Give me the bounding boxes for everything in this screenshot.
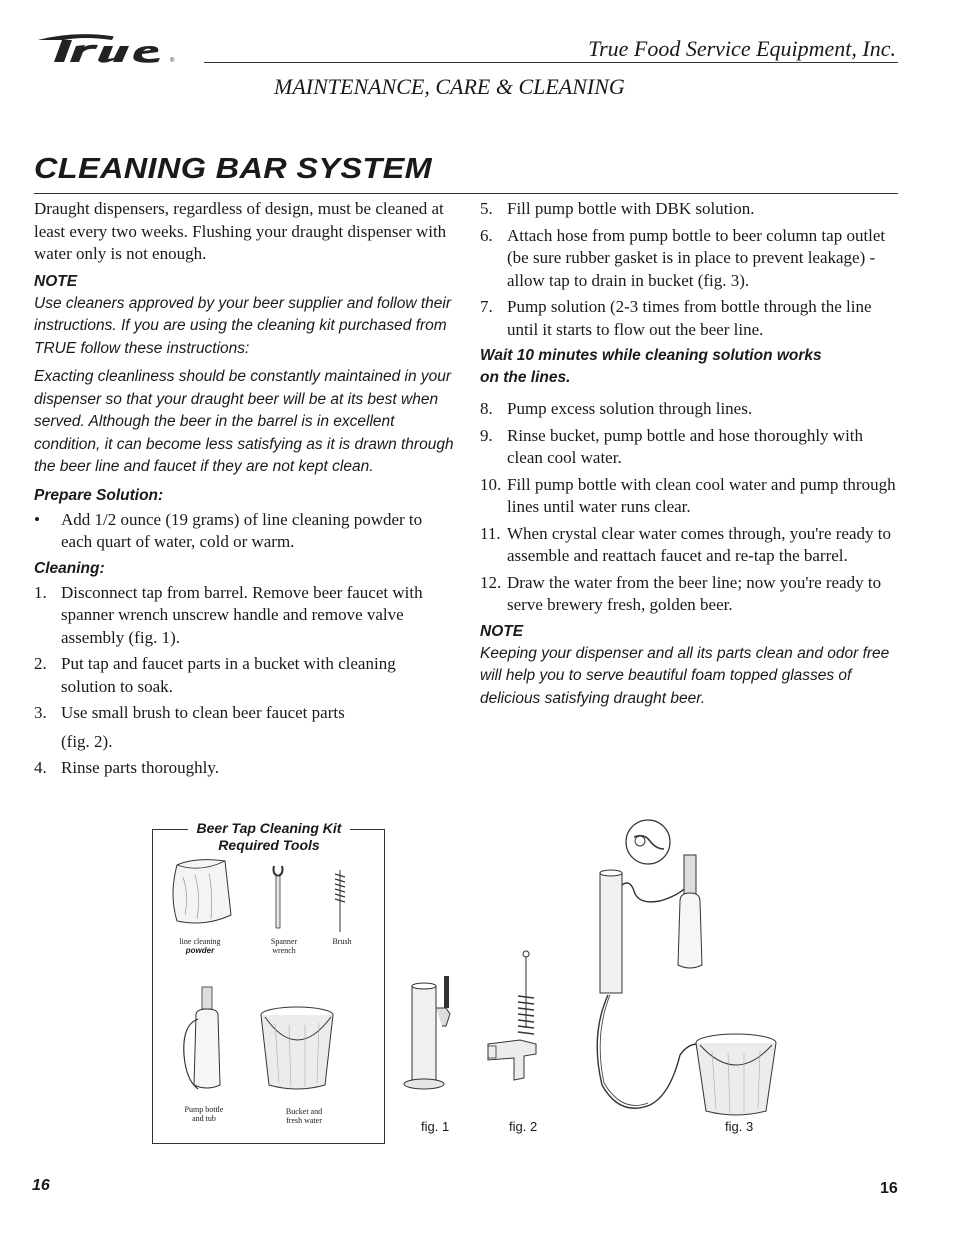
- step-item: [34, 653, 454, 698]
- kit-title: [188, 820, 350, 854]
- svg-text:®: ®: [170, 58, 175, 64]
- fig2-faucet-brush-illustration: [480, 948, 555, 1098]
- page-number-left: 16: [32, 1177, 50, 1194]
- note-text: Keeping your dispenser and all its parts clean and odor free will help you to serve beautiful foam topped glasses of delicious satisfying draught beer.: [480, 644, 890, 707]
- step-continuation: (fig. 2).: [61, 731, 113, 751]
- bucket-label-line-1: Bucket and: [285, 1107, 323, 1116]
- fig1-label: fig. 1: [421, 1119, 450, 1134]
- bucket-label-line-2: fresh water: [286, 1116, 322, 1125]
- step-number: 5.: [480, 199, 493, 218]
- step-text: Disconnect tap from barrel. Remove beer faucet with spanner wrench unscrew handle and remove valve assembly (fig. 1).: [61, 582, 423, 647]
- title-rule: [34, 193, 898, 194]
- step-number: 1.: [34, 582, 47, 602]
- step-number: 9.: [480, 425, 493, 445]
- prepare-heading: Prepare Solution:: [34, 486, 164, 504]
- step-item: [480, 296, 900, 341]
- step-item: [34, 582, 454, 650]
- powder-label: [172, 937, 228, 955]
- kit-title-line-2: Required Tools: [218, 837, 320, 853]
- prepare-item: [34, 509, 454, 554]
- step-number: 12.: [480, 572, 502, 592]
- step-item: [480, 523, 900, 568]
- step-text: When crystal clear water comes through, you're ready to assemble and reattach faucet and re-tap the barrel.: [507, 523, 891, 565]
- step-number: 11.: [480, 523, 501, 543]
- bucket-illustration: [255, 1003, 341, 1095]
- brush-illustration: [330, 868, 350, 934]
- header-rule: [204, 62, 898, 63]
- spanner-label: [262, 937, 306, 955]
- page-number-right: 16: [880, 1180, 898, 1197]
- step-text: Fill pump bottle with clean cool water and pump through lines until water runs clear.: [507, 474, 896, 516]
- step-text: Pump excess solution through lines.: [507, 399, 753, 418]
- step-item: [480, 198, 900, 221]
- step-text: Use small brush to clean beer faucet parts: [61, 703, 345, 722]
- powder-label-line-2: powder: [185, 946, 215, 955]
- note-heading: NOTE: [34, 272, 78, 290]
- wait-line-2: on the lines.: [480, 369, 571, 386]
- step-text: Rinse bucket, pump bottle and hose thoroughly with clean cool water.: [507, 425, 864, 467]
- bullet: •: [34, 509, 40, 529]
- spanner-label-line-2: wrench: [272, 946, 296, 955]
- prepare-text: Add 1/2 ounce (19 grams) of line cleaning powder to each quart of water, cold or warm.: [61, 509, 423, 551]
- note-heading: NOTE: [480, 622, 524, 640]
- note-text-1: Use cleaners approved by your beer supplier and follow their instructions. If you are using the cleaning kit purchased from TRUE follow these instructions:: [34, 294, 452, 357]
- right-column: [480, 198, 900, 716]
- fig3-setup-illustration: [590, 815, 790, 1120]
- page-title: CLEANING BAR SYSTEM: [34, 153, 432, 185]
- fig3-label: fig. 3: [725, 1119, 754, 1134]
- step-item: [34, 702, 454, 725]
- fig1-beer-column-illustration: [400, 968, 470, 1094]
- step-number: 2.: [34, 654, 47, 673]
- true-logo: [34, 28, 199, 68]
- step-number: 3.: [34, 703, 47, 722]
- step-number: 4.: [34, 758, 47, 777]
- step-text: Rinse parts thoroughly.: [61, 758, 220, 777]
- step-item: [480, 572, 900, 617]
- powder-bag-illustration: [165, 855, 240, 935]
- company-name: True Food Service Equipment, Inc.: [588, 36, 896, 61]
- powder-label-line-1: line cleaning: [179, 937, 221, 946]
- spanner-label-line-1: Spanner: [270, 937, 298, 946]
- step-text: Put tap and faucet parts in a bucket with cleaning solution to soak.: [61, 654, 396, 696]
- section-title: MAINTENANCE, CARE & CLEANING: [274, 74, 625, 99]
- bucket-label: [274, 1107, 334, 1125]
- step-item: [480, 474, 900, 519]
- step-number: 10.: [480, 474, 502, 494]
- step-text: Pump solution (2-3 times from bottle through the line until it starts to flow out the beer line.: [507, 297, 872, 339]
- pump-label-line-1: Pump bottle: [184, 1105, 224, 1114]
- step-number: 8.: [480, 399, 493, 418]
- wait-line-1: Wait 10 minutes while cleaning solution works: [480, 347, 822, 364]
- brush-label: Brush: [332, 937, 352, 946]
- kit-title-line-1: Beer Tap Cleaning Kit: [196, 820, 342, 836]
- intro-paragraph: Draught dispensers, regardless of design, must be cleaned at least every two weeks. Flushing your draught dispenser with water only is not enough.: [34, 199, 447, 263]
- step-item: [480, 398, 900, 421]
- pump-label: [176, 1105, 232, 1123]
- left-column: [34, 198, 454, 784]
- pump-label-line-2: and tub: [192, 1114, 216, 1123]
- cleaning-heading: Cleaning:: [34, 559, 105, 577]
- pump-bottle-illustration: [176, 985, 228, 1095]
- spanner-wrench-illustration: [268, 862, 290, 932]
- step-item: [480, 225, 900, 293]
- step-number: 7.: [480, 297, 493, 316]
- step-item: [480, 425, 900, 470]
- step-number: 6.: [480, 225, 493, 245]
- fig2-label: fig. 2: [509, 1119, 538, 1134]
- step-text: Fill pump bottle with DBK solution.: [507, 199, 755, 218]
- step-item: [34, 757, 454, 780]
- note-text-2: Exacting cleanliness should be constantly maintained in your dispenser so that your draught beer will be at its best when served. Although the beer in the barrel is in excellent condition, it can become less satisfying as it is drawn through the beer line and faucet if they are not kept clean.: [34, 368, 454, 475]
- step-text: Draw the water from the beer line; now you're ready to serve brewery fresh, golden beer.: [507, 572, 882, 614]
- step-text: Attach hose from pump bottle to beer column tap outlet (be sure rubber gasket is in place to prevent leakage) - allow tap to drain in bucket (fig. 3).: [507, 225, 886, 290]
